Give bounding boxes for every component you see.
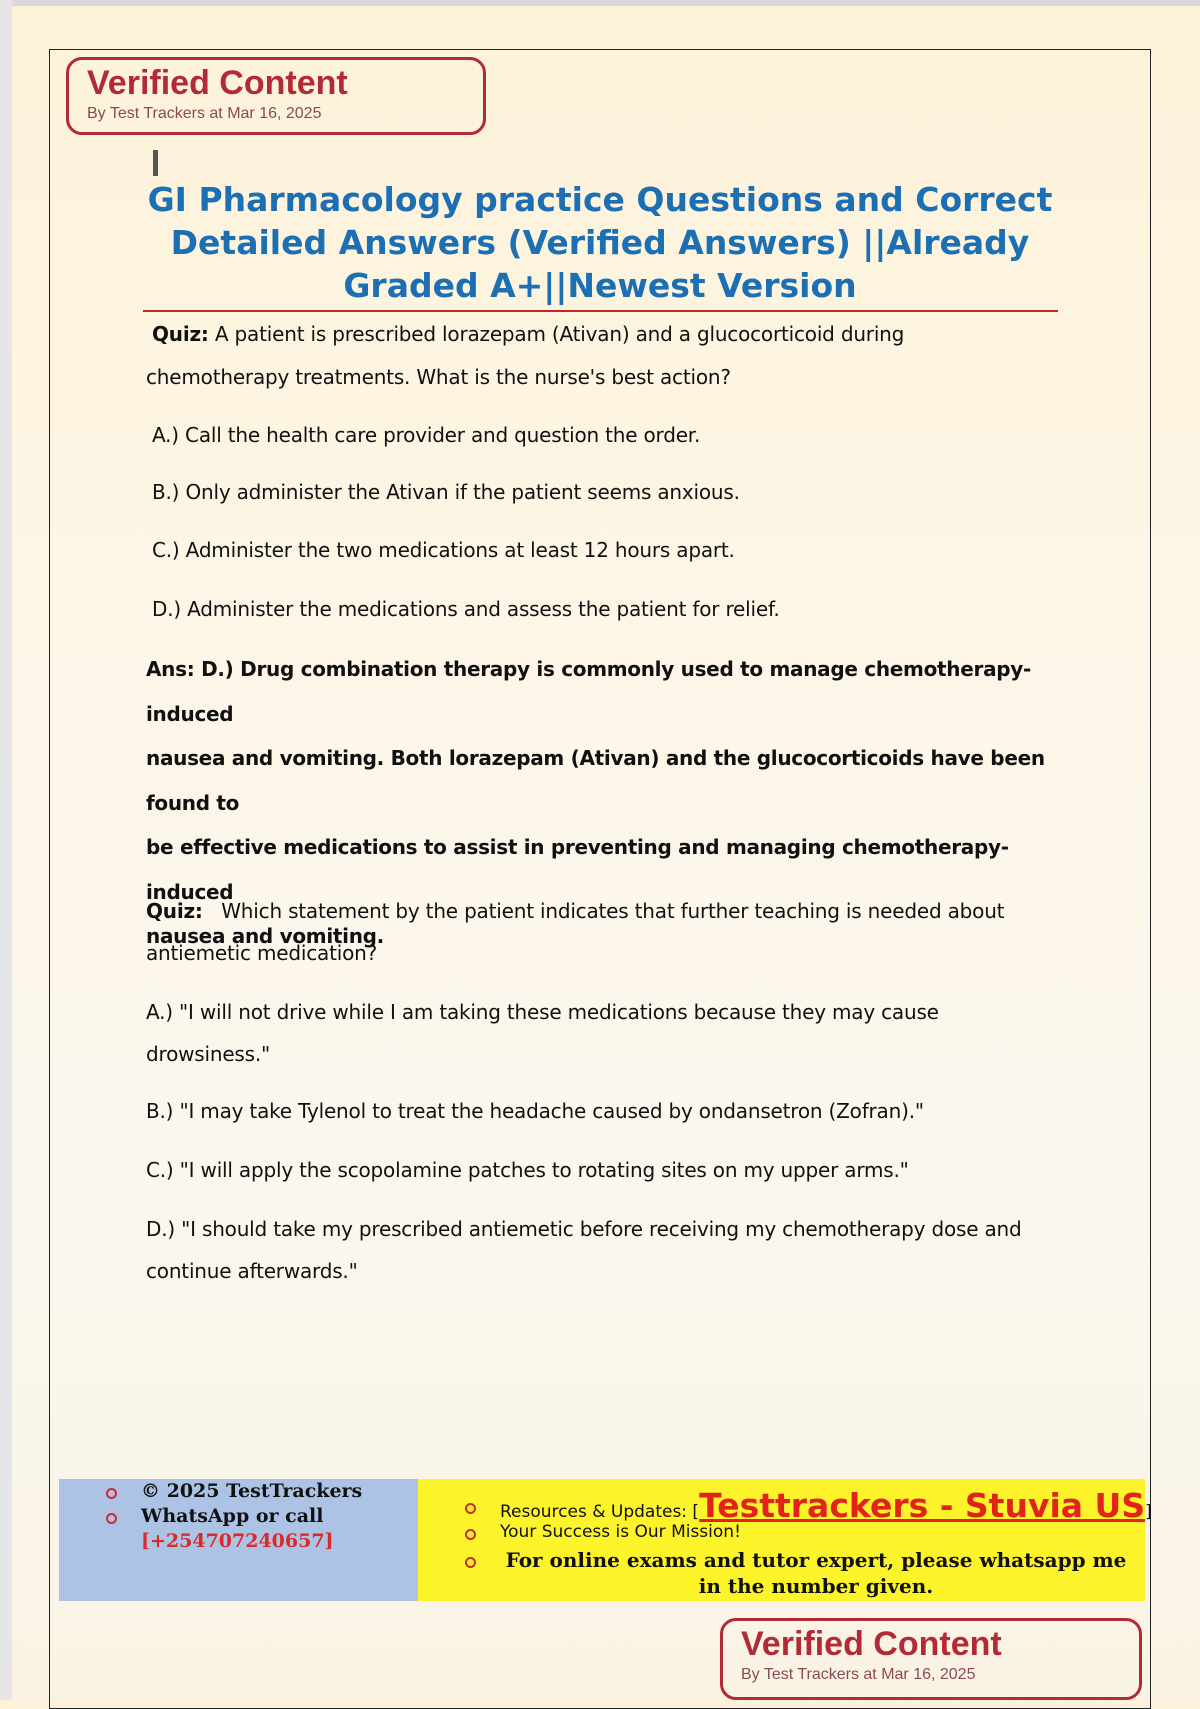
q2-option-d-line-1: D.) "I should take my prescribed antiemetic before receiving my chemotherapy dose and — [146, 1217, 1022, 1241]
window-top-edge — [0, 0, 1200, 6]
footer-phone[interactable]: [+254707240657] — [141, 1530, 334, 1552]
bullet-icon — [106, 1488, 117, 1499]
answer-line: Ans: D.) Drug combination therapy is commonly used to manage chemotherapy-induced — [146, 657, 1032, 726]
answer-line: nausea and vomiting. Both lorazepam (Ativan) and the glucocorticoids have been found to — [146, 746, 1045, 815]
q1-option-b: B.) Only administer the Ativan if the patient seems anxious. — [152, 480, 740, 504]
online-line-2: in the number given. — [698, 1574, 934, 1598]
answer-line: nausea and vomiting. — [146, 924, 384, 948]
bullet-icon — [465, 1503, 476, 1514]
footer-whatsapp: WhatsApp or call — [141, 1505, 324, 1527]
bullet-icon — [465, 1557, 476, 1568]
q2-text-line-1: Quiz: Which statement by the patient indicates that further teaching is needed about — [146, 899, 1005, 923]
q2-option-a-line-1: A.) "I will not drive while I am taking these medications because they may cause — [146, 1000, 939, 1024]
document-title — [145, 178, 1055, 307]
q1-label: Quiz: — [152, 322, 209, 346]
resources-label: Resources & Updates: [ — [500, 1502, 700, 1522]
title-line-3: Graded A+||Newest Version — [343, 266, 857, 305]
q1-text-line-2: chemotherapy treatments. What is the nurse's best action? — [146, 365, 731, 389]
footer-online-exams — [494, 1547, 1138, 1599]
stamp-title: Verified Content — [87, 64, 348, 102]
resources-close: ] — [1145, 1502, 1152, 1522]
q2-option-d-line-2: continue afterwards." — [146, 1259, 358, 1283]
q2-option-c: C.) "I will apply the scopolamine patches to rotating sites on my upper arms." — [146, 1158, 909, 1182]
footer-mission: Your Success is Our Mission! — [500, 1522, 741, 1542]
q1-text-line-1: Quiz: A patient is prescribed lorazepam (Ativan) and a glucocorticoid during — [152, 322, 905, 346]
bullet-icon — [465, 1529, 476, 1540]
verified-content-stamp-bottom — [720, 1618, 1142, 1700]
bullet-icon — [106, 1513, 117, 1524]
stuvia-link[interactable]: Testtrackers - Stuvia US — [699, 1486, 1146, 1525]
verified-content-stamp-top — [66, 57, 486, 135]
q1-option-a: A.) Call the health care provider and question the order. — [152, 423, 701, 447]
footer-copyright: © 2025 TestTrackers — [141, 1480, 363, 1502]
window-left-edge — [0, 0, 12, 1700]
stamp-subtitle: By Test Trackers at Mar 16, 2025 — [741, 1666, 976, 1683]
title-line-1: GI Pharmacology practice Questions and Correct — [147, 180, 1053, 219]
q2-option-b: B.) "I may take Tylenol to treat the headache caused by ondansetron (Zofran)." — [146, 1099, 924, 1123]
q1-option-c: C.) Administer the two medications at least 12 hours apart. — [152, 538, 735, 562]
answer-line: be effective medications to assist in preventing and managing chemotherapy-induced — [146, 835, 1009, 904]
q2-option-a-line-2: drowsiness." — [146, 1042, 271, 1066]
text-cursor — [153, 150, 158, 176]
q1-option-d: D.) Administer the medications and assess the patient for relief. — [152, 597, 780, 621]
stamp-title: Verified Content — [741, 1625, 1002, 1663]
q2-text-line-2: antiemetic medication? — [146, 941, 377, 965]
title-divider — [143, 310, 1058, 312]
stamp-subtitle: By Test Trackers at Mar 16, 2025 — [87, 105, 322, 122]
title-line-2: Detailed Answers (Verified Answers) ||Already — [170, 223, 1030, 262]
q2-label: Quiz: — [146, 899, 203, 923]
online-line-1: For online exams and tutor expert, please whatsapp me — [505, 1548, 1127, 1572]
